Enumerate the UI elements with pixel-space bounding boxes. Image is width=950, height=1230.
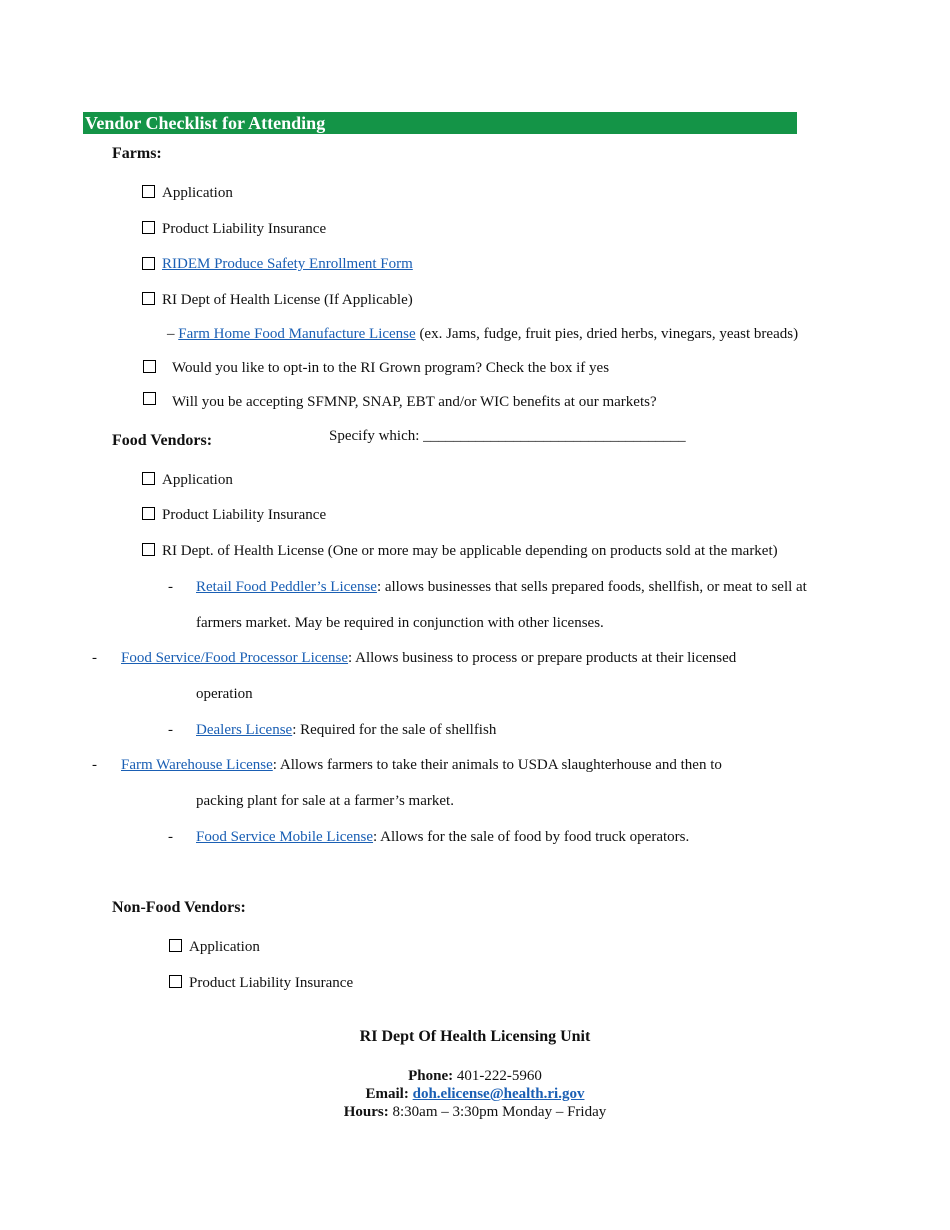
processor-desc: : Allows business to process or prepare products at their licensed — [348, 650, 737, 666]
dealers-dash: - — [168, 722, 173, 738]
ri-grown-checkbox[interactable] — [143, 360, 156, 373]
phone-value: 401-222-5960 — [456, 1068, 542, 1084]
home-food-license-link[interactable]: Farm Home Food Manufacture License — [178, 326, 416, 342]
ri-grown-label: Would you like to opt-in to the RI Grown program? Check the box if yes — [172, 360, 610, 376]
email-link[interactable]: doh.elicense@health.ri.gov — [412, 1086, 585, 1102]
retail-food-peddler-link[interactable]: Retail Food Peddler’s License — [196, 579, 377, 595]
peddler-row — [196, 578, 807, 596]
farms-ridem-checkbox[interactable] — [142, 257, 155, 270]
farms-doh-license-label: RI Dept of Health License (If Applicable) — [162, 292, 413, 308]
section-banner: Vendor Checklist for Attending — [83, 112, 797, 134]
farms-insurance-label: Product Liability Insurance — [162, 221, 327, 237]
nonfood-insurance-checkbox[interactable] — [169, 975, 182, 988]
ridem-enrollment-link[interactable]: RIDEM Produce Safety Enrollment Form — [162, 256, 413, 272]
processor-row — [121, 649, 736, 667]
warehouse-desc-cont: packing plant for sale at a farmer’s market. — [196, 793, 454, 809]
benefits-checkbox[interactable] — [143, 392, 156, 405]
farms-application-label: Application — [162, 185, 233, 201]
processor-dash: - — [92, 650, 97, 666]
email-label: Email: — [365, 1086, 409, 1102]
contact-email-line — [0, 1085, 950, 1103]
food-insurance-checkbox[interactable] — [142, 507, 155, 520]
peddler-desc: : allows businesses that sells prepared foods, shellfish, or meat to sell at — [376, 579, 807, 595]
nonfood-application-checkbox[interactable] — [169, 939, 182, 952]
food-doh-license-label: RI Dept. of Health License (One or more may be applicable depending on products sold at the market) — [162, 543, 778, 559]
farms-insurance-checkbox[interactable] — [142, 221, 155, 234]
mobile-dash: - — [168, 829, 173, 845]
food-vendors-heading: Food Vendors: — [112, 432, 213, 449]
farms-application-checkbox[interactable] — [142, 185, 155, 198]
farms-doh-license-checkbox[interactable] — [142, 292, 155, 305]
contact-hours-line — [0, 1103, 950, 1121]
dealers-desc: : Required for the sale of shellfish — [292, 722, 497, 738]
warehouse-dash: - — [92, 757, 97, 773]
home-food-row — [167, 325, 798, 343]
food-service-mobile-link[interactable]: Food Service Mobile License — [196, 829, 374, 845]
dealers-license-link[interactable]: Dealers License — [196, 722, 293, 738]
contact-title: RI Dept Of Health Licensing Unit — [359, 1028, 591, 1045]
mobile-row — [196, 828, 689, 846]
warehouse-desc: : Allows farmers to take their animals to USDA slaughterhouse and then to — [272, 757, 722, 773]
nonfood-insurance-label: Product Liability Insurance — [189, 975, 354, 991]
hours-value: 8:30am – 3:30pm Monday – Friday — [392, 1104, 607, 1120]
farm-warehouse-license-link[interactable]: Farm Warehouse License — [121, 757, 273, 773]
processor-desc-cont: operation — [196, 686, 253, 702]
food-insurance-label: Product Liability Insurance — [162, 507, 327, 523]
dealers-row — [196, 721, 496, 739]
peddler-desc-cont: farmers market. May be required in conjunction with other licenses. — [196, 615, 604, 631]
food-application-checkbox[interactable] — [142, 472, 155, 485]
benefits-label: Will you be accepting SFMNP, SNAP, EBT and/or WIC benefits at our markets? — [172, 394, 657, 410]
farms-heading: Farms: — [112, 145, 162, 162]
contact-phone-line — [0, 1067, 950, 1085]
food-application-label: Application — [162, 472, 233, 488]
mobile-desc: : Allows for the sale of food by food truck operators. — [373, 829, 690, 845]
specify-which-field[interactable]: Specify which: ___________________________________ — [329, 428, 686, 444]
peddler-dash: - — [168, 579, 173, 595]
nonfood-application-label: Application — [189, 939, 260, 955]
food-processor-license-link[interactable]: Food Service/Food Processor License — [121, 650, 349, 666]
food-doh-license-checkbox[interactable] — [142, 543, 155, 556]
hours-label: Hours: — [343, 1104, 389, 1120]
phone-label: Phone: — [408, 1068, 454, 1084]
home-food-dash: – — [167, 326, 175, 342]
warehouse-row — [121, 756, 722, 774]
home-food-desc: (ex. Jams, fudge, fruit pies, dried herbs, vinegars, yeast breads) — [419, 326, 799, 342]
non-food-vendors-heading: Non-Food Vendors: — [112, 899, 246, 916]
